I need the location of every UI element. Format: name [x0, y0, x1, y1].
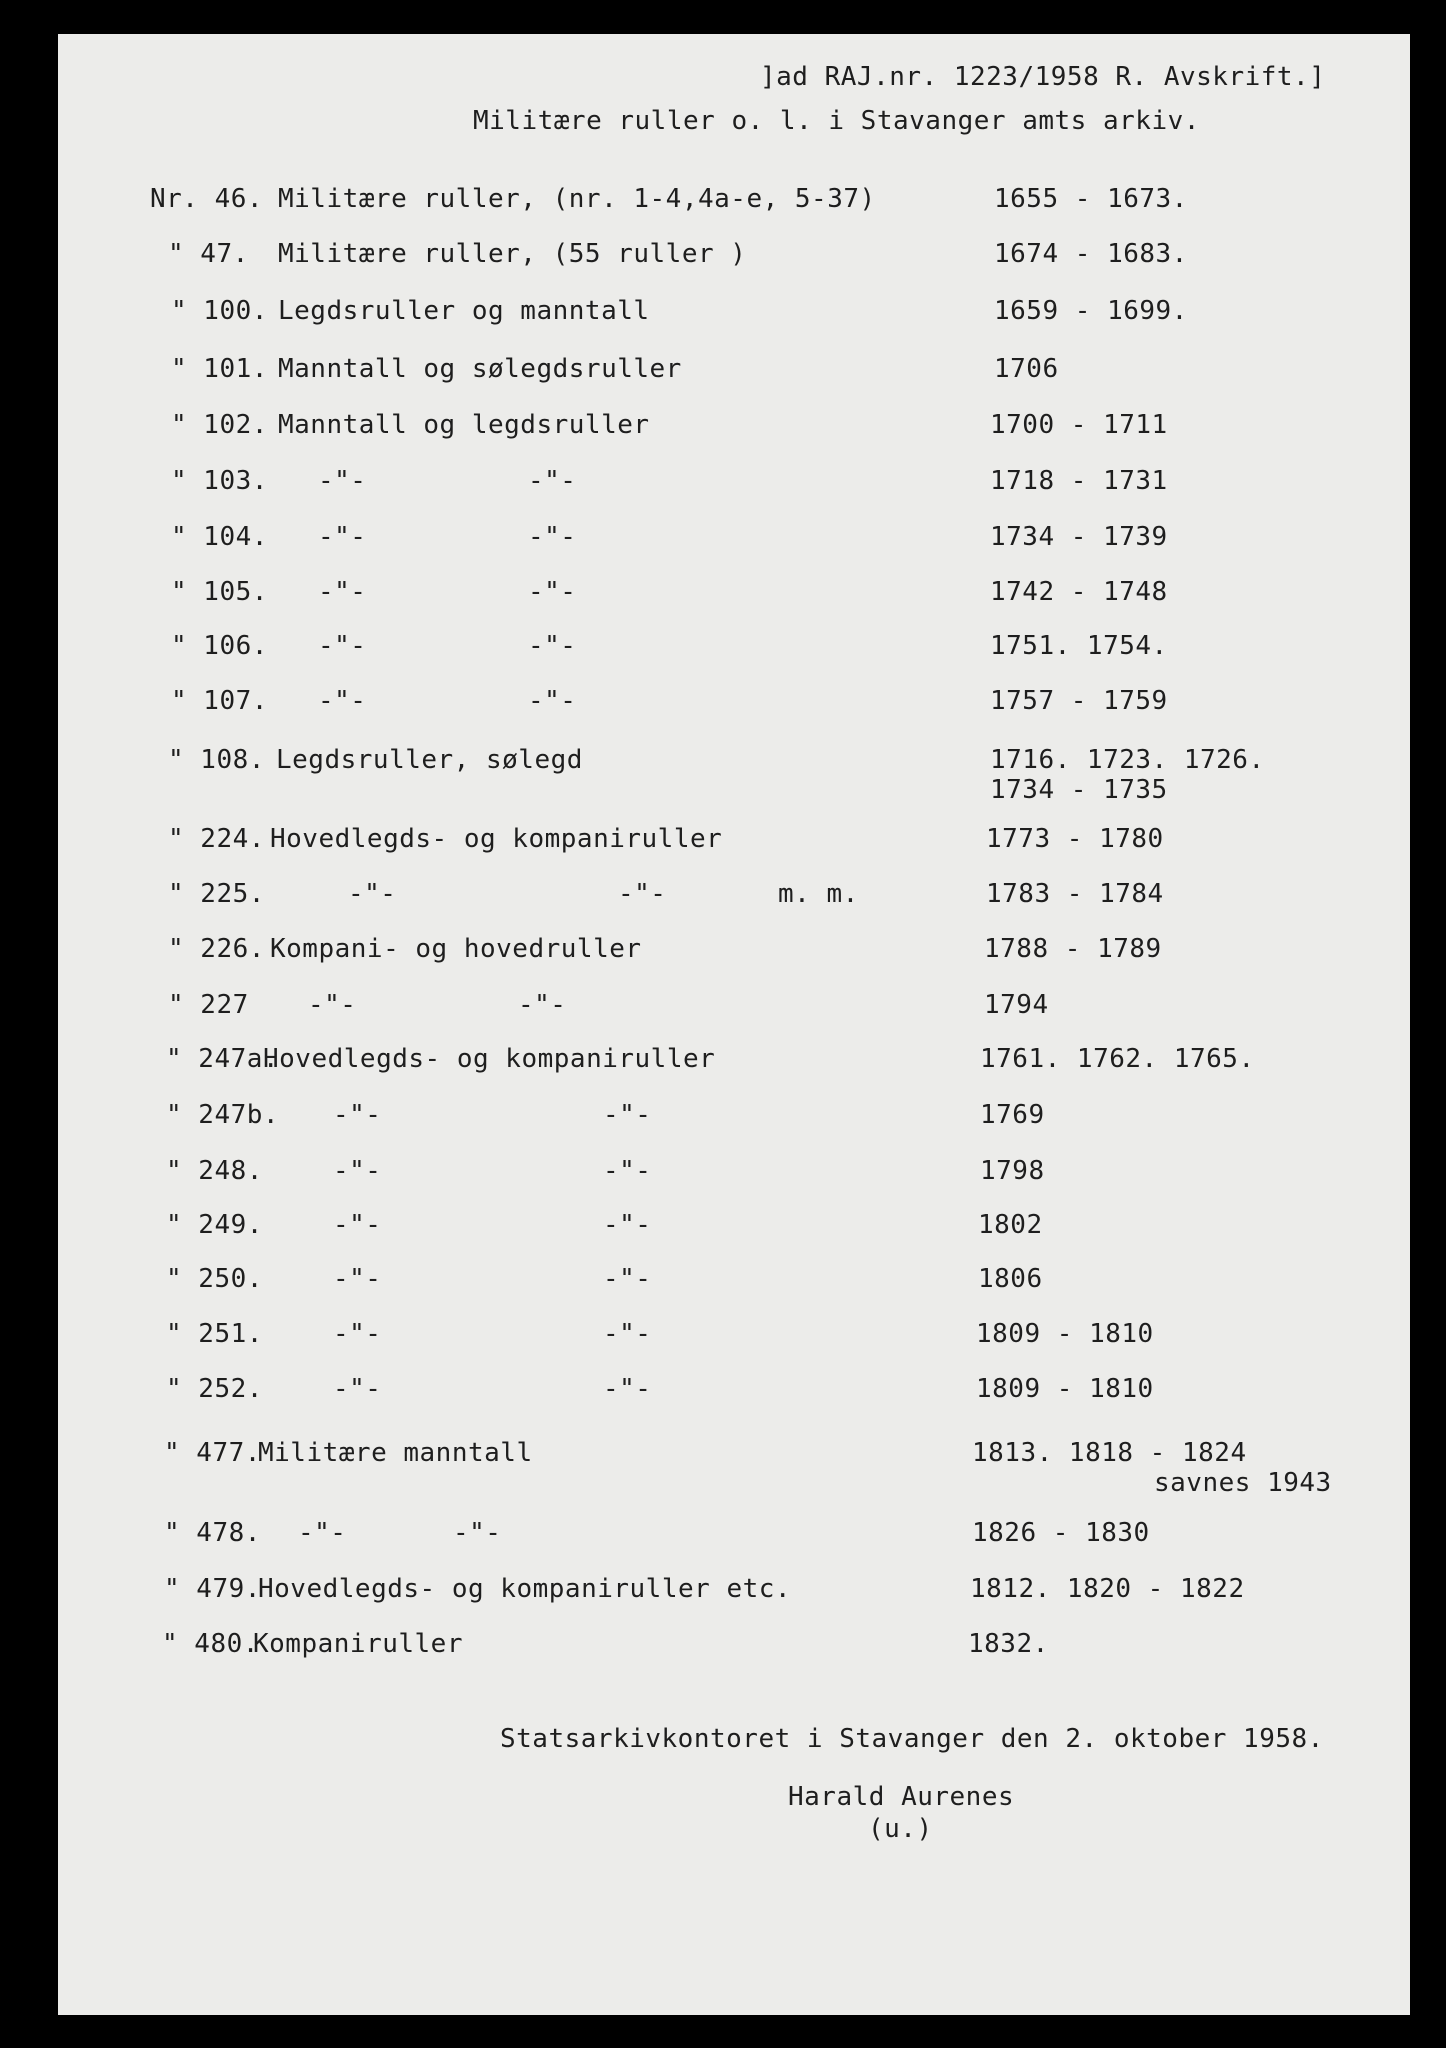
item-description: Legdsruller, sølegd: [276, 745, 583, 775]
item-description: Militære manntall: [258, 1438, 533, 1468]
item-number: " 104.: [171, 522, 268, 552]
ditto-mark: -"-: [603, 1374, 652, 1404]
item-years: 1826 - 1830: [972, 1518, 1150, 1548]
item-years: 1706: [994, 354, 1059, 384]
ditto-mark: -"-: [348, 879, 397, 909]
ditto-mark: -"-: [528, 631, 577, 661]
item-description: Militære ruller, (55 ruller ): [278, 239, 747, 269]
item-years: 1734 - 1739: [990, 522, 1168, 552]
item-years: 1700 - 1711: [990, 410, 1168, 440]
item-years: 1813. 1818 - 1824: [972, 1438, 1247, 1468]
signature-mark: (u.): [868, 1814, 933, 1844]
item-description: Militære ruller, (nr. 1-4,4a-e, 5-37): [278, 184, 876, 214]
ditto-mark: -"-: [528, 466, 577, 496]
item-number: " 478.: [164, 1518, 261, 1548]
item-years: 1809 - 1810: [976, 1319, 1154, 1349]
item-years: 1794: [984, 990, 1049, 1020]
item-note: m. m.: [778, 879, 859, 909]
item-years: 1798: [980, 1156, 1045, 1186]
item-years: 1773 - 1780: [986, 824, 1164, 854]
item-number: " 250.: [166, 1264, 263, 1294]
ditto-mark: -"-: [298, 1518, 347, 1548]
ditto-mark: -"-: [318, 466, 367, 496]
item-number: " 251.: [166, 1319, 263, 1349]
item-number: " 252.: [166, 1374, 263, 1404]
item-description: Kompaniruller: [253, 1629, 463, 1659]
item-description: Manntall og sølegdsruller: [278, 354, 682, 384]
item-number: " 225.: [168, 879, 265, 909]
item-number: " 108.: [168, 745, 265, 775]
item-number: " 249.: [166, 1210, 263, 1240]
reference-number: ]ad RAJ.nr. 1223/1958 R. Avskrift.]: [760, 62, 1326, 92]
item-number: " 103.: [171, 466, 268, 496]
item-years: 1812. 1820 - 1822: [970, 1574, 1245, 1604]
item-number: " 480.: [162, 1629, 259, 1659]
ditto-mark: -"-: [453, 1518, 502, 1548]
ditto-mark: -"-: [528, 686, 577, 716]
item-description: Hovedlegds- og kompaniruller etc.: [258, 1574, 792, 1604]
item-number: " 479.: [164, 1574, 261, 1604]
ditto-mark: -"-: [528, 577, 577, 607]
item-number: " 247a.: [166, 1044, 280, 1074]
item-years: 1659 - 1699.: [994, 296, 1188, 326]
item-years-continued: savnes 1943: [1154, 1468, 1332, 1498]
item-years: 1769: [980, 1100, 1045, 1130]
item-number: " 477.: [164, 1438, 261, 1468]
ditto-mark: -"-: [528, 522, 577, 552]
ditto-mark: -"-: [318, 522, 367, 552]
item-years: 1809 - 1810: [976, 1374, 1154, 1404]
item-years: 1674 - 1683.: [994, 239, 1188, 269]
item-number: " 247b.: [166, 1100, 280, 1130]
ditto-mark: -"-: [333, 1374, 382, 1404]
item-years: 1788 - 1789: [984, 934, 1162, 964]
item-number: " 224.: [168, 824, 265, 854]
ditto-mark: -"-: [318, 577, 367, 607]
ditto-mark: -"-: [333, 1100, 382, 1130]
item-number: " 226.: [168, 934, 265, 964]
item-years: 1783 - 1784: [986, 879, 1164, 909]
item-years: 1757 - 1759: [990, 686, 1168, 716]
item-number: " 106.: [171, 631, 268, 661]
item-number: " 248.: [166, 1156, 263, 1186]
item-years: 1761. 1762. 1765.: [980, 1044, 1255, 1074]
ditto-mark: -"-: [603, 1319, 652, 1349]
ditto-mark: -"-: [603, 1210, 652, 1240]
item-number: " 227: [168, 990, 249, 1020]
item-years: 1832.: [968, 1629, 1049, 1659]
ditto-mark: -"-: [308, 990, 357, 1020]
item-number: " 107.: [171, 686, 268, 716]
ditto-mark: -"-: [333, 1264, 382, 1294]
item-number: " 101.: [171, 354, 268, 384]
item-years: 1716. 1723. 1726.: [990, 745, 1265, 775]
item-description: Hovedlegds- og kompaniruller: [270, 824, 723, 854]
ditto-mark: -"-: [603, 1264, 652, 1294]
document-page: [58, 34, 1410, 2015]
item-description: Legdsruller og manntall: [278, 296, 650, 326]
item-years: 1742 - 1748: [990, 577, 1168, 607]
item-description: Hovedlegds- og kompaniruller: [263, 1044, 716, 1074]
ditto-mark: -"-: [618, 879, 667, 909]
ditto-mark: -"-: [518, 990, 567, 1020]
item-number: Nr. 46.: [150, 184, 264, 214]
ditto-mark: -"-: [333, 1156, 382, 1186]
document-title: Militære ruller o. l. i Stavanger amts arkiv.: [473, 106, 1200, 136]
item-years: 1718 - 1731: [990, 466, 1168, 496]
item-number: " 102.: [171, 410, 268, 440]
item-years: 1751. 1754.: [990, 631, 1168, 661]
item-number: " 47.: [168, 239, 249, 269]
ditto-mark: -"-: [318, 686, 367, 716]
item-years: 1806: [978, 1264, 1043, 1294]
place-and-date: Statsarkivkontoret i Stavanger den 2. oktober 1958.: [500, 1724, 1324, 1754]
signature-name: Harald Aurenes: [788, 1782, 1015, 1812]
ditto-mark: -"-: [333, 1319, 382, 1349]
ditto-mark: -"-: [318, 631, 367, 661]
item-number: " 100.: [171, 296, 268, 326]
item-years-continued: 1734 - 1735: [990, 775, 1168, 805]
item-description: Kompani- og hovedruller: [270, 934, 642, 964]
item-number: " 105.: [171, 577, 268, 607]
ditto-mark: -"-: [333, 1210, 382, 1240]
item-years: 1655 - 1673.: [994, 184, 1188, 214]
item-years: 1802: [978, 1210, 1043, 1240]
item-description: Manntall og legdsruller: [278, 410, 650, 440]
ditto-mark: -"-: [603, 1156, 652, 1186]
ditto-mark: -"-: [603, 1100, 652, 1130]
